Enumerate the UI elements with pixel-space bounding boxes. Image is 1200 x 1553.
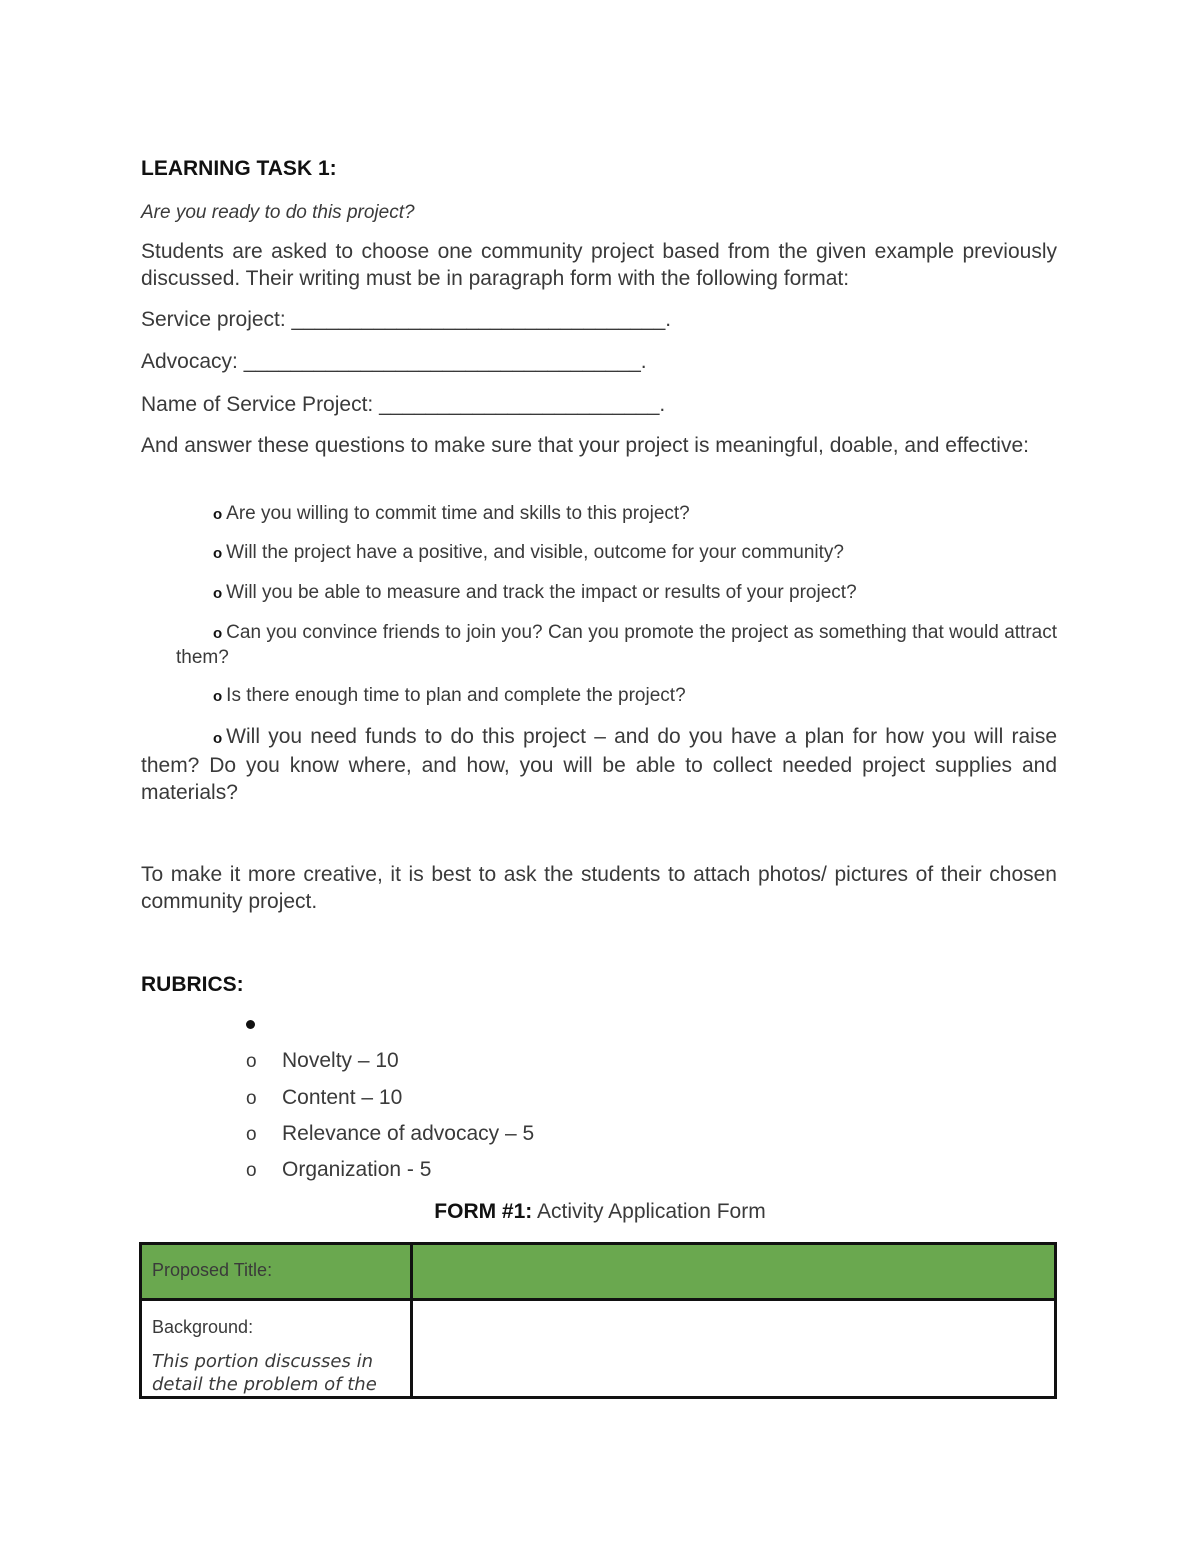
service-project-line: Service project: ________________________________. [141, 308, 672, 331]
question-text: Is there enough time to plan and complete the project? [226, 685, 686, 706]
question-item [213, 542, 844, 564]
rubric-item [246, 1086, 402, 1110]
question-item [213, 503, 690, 525]
bullet-icon: o [213, 585, 223, 602]
circle-bullet-icon: o [246, 1051, 257, 1072]
proposed-title-label: Proposed Title: [152, 1260, 273, 1280]
task-heading: LEARNING TASK 1: [141, 157, 337, 180]
question-item [213, 685, 686, 707]
question-text: Will you be able to measure and track the impact or results of your project? [226, 582, 857, 603]
rubric-text: Organization - 5 [282, 1158, 432, 1181]
circle-bullet-icon: o [246, 1124, 257, 1145]
rubric-text: Relevance of advocacy – 5 [282, 1122, 535, 1145]
bullet-icon: o [213, 506, 223, 523]
bullet-icon: o [213, 625, 223, 642]
background-description: This portion discusses in detail the problem of the [152, 1351, 377, 1395]
rubrics-heading: RUBRICS: [141, 973, 244, 996]
task-subtitle: Are you ready to do this project? [141, 202, 415, 223]
rubric-item [246, 1122, 534, 1146]
creative-note: To make it more creative, it is best to ask the students to attach photos/ pictures of their chosen community project. [141, 863, 1057, 913]
question-text: Will you need funds to do this project – and do you have a plan for how you will raise them? Do you know where, and how, you will be able to collect needed project supplies and materials? [141, 725, 1057, 804]
background-value-cell[interactable] [412, 1300, 1056, 1398]
service-name-line: Name of Service Project: ________________________. [141, 393, 666, 416]
form-title [0, 1200, 1200, 1224]
question-text: Will the project have a positive, and visible, outcome for your community? [226, 542, 844, 563]
question-text: Can you convince friends to join you? Can you promote the project as something that would attract them? [176, 622, 1057, 668]
advocacy-line: Advocacy: __________________________________. [141, 350, 647, 373]
rubric-text: Novelty – 10 [282, 1049, 399, 1072]
rubric-item [246, 1158, 431, 1182]
proposed-title-label-cell [141, 1244, 412, 1300]
circle-bullet-icon: o [246, 1088, 257, 1109]
background-label: Background: [152, 1317, 254, 1337]
task-intro: Students are asked to choose one community project based from the given example previously discussed. Their writing must be in paragraph form with the following format: [141, 240, 1057, 290]
bullet-icon: o [213, 730, 223, 747]
bullet-icon: o [213, 688, 223, 705]
background-label-cell [141, 1300, 412, 1398]
application-form-table [139, 1242, 1057, 1399]
rubric-item [246, 1049, 399, 1073]
question-text: Are you willing to commit time and skills to this project? [226, 503, 690, 524]
rubric-text: Content – 10 [282, 1086, 403, 1109]
bullet-icon: o [213, 545, 223, 562]
form-name: Activity Application Form [532, 1200, 766, 1223]
bullet-dot-icon [246, 1020, 255, 1029]
question-item [213, 582, 857, 604]
questions-intro: And answer these questions to make sure that your project is meaningful, doable, and effective: [141, 434, 1029, 457]
form-number: FORM #1: [434, 1200, 533, 1223]
question-item [176, 621, 1057, 670]
proposed-title-value-cell[interactable] [412, 1244, 1056, 1300]
question-item [141, 723, 1057, 806]
circle-bullet-icon: o [246, 1160, 257, 1181]
